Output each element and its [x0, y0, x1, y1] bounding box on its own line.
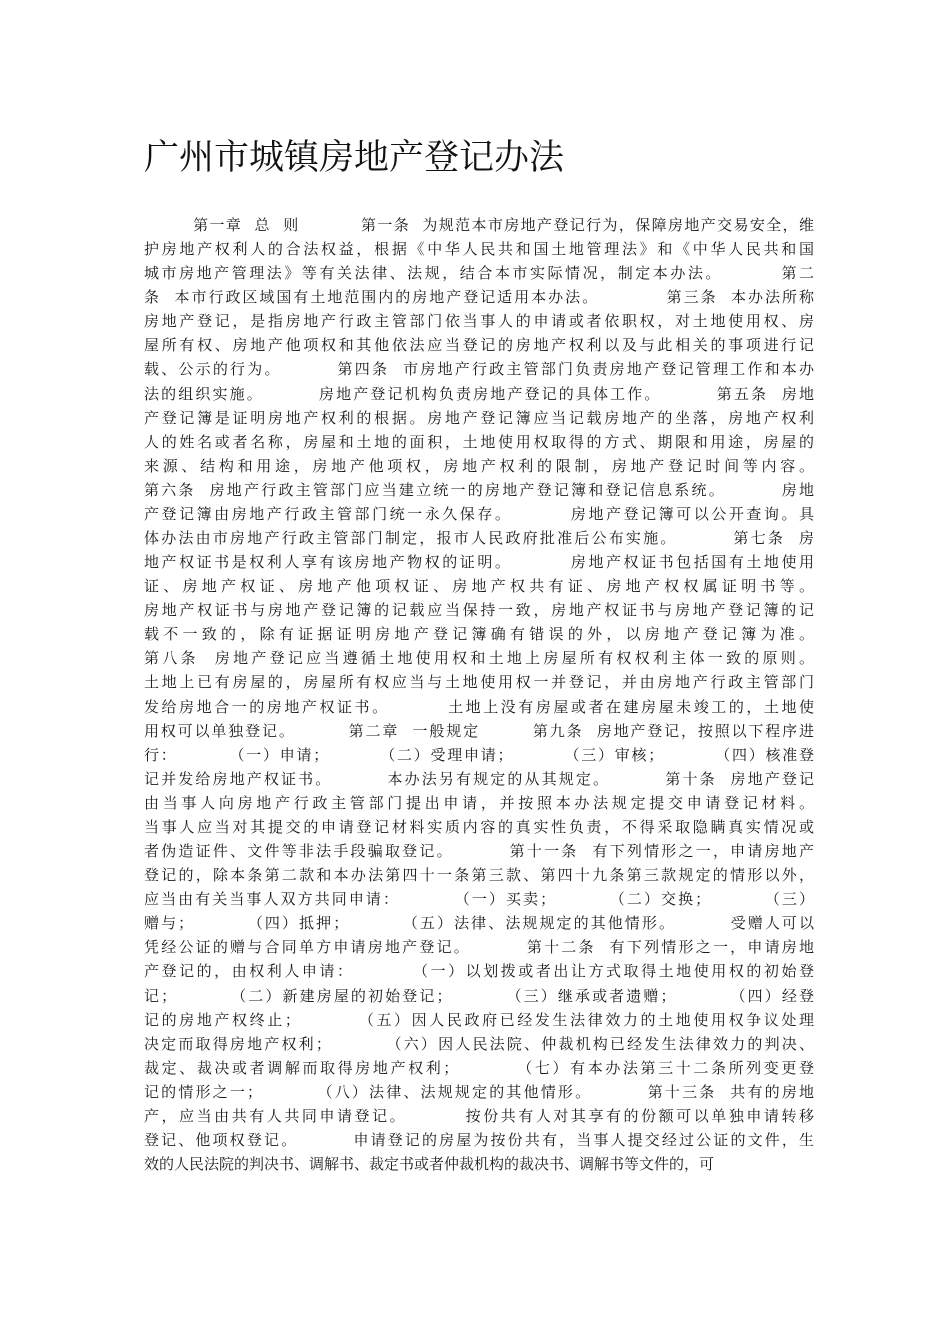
document-title: 广州市城镇房地产登记办法 — [144, 138, 565, 178]
body-line: 登记的，除本条第二款和本办法第四十一条第三款、第四十九条第三款规定的情形以外， — [144, 866, 814, 885]
body-line: 应当由有关当事人双方共同申请： （一）买卖； （二）交换； （三） — [144, 890, 814, 909]
body-line: 记的情形之一； （八）法律、法规规定的其他情形。 第十三条 共有的房地 — [144, 1082, 814, 1101]
body-line: 房地产权证书与房地产登记簿的记载应当保持一致，房地产权证书与房地产登记簿的记 — [144, 601, 814, 620]
body-line: 土地上已有房屋的，房屋所有权应当与土地使用权一并登记，并由房地产行政主管部门 — [144, 673, 814, 692]
body-line: 载、公示的行为。 第四条 市房地产行政主管部门负责房地产登记管理工作和本办 — [144, 360, 814, 379]
body-line: 记； （二）新建房屋的初始登记； （三）继承或者遗赠； （四）经登 — [144, 986, 814, 1005]
body-line: 用权可以单独登记。 第二章 一般规定 第九条 房地产登记，按照以下程序进 — [144, 721, 814, 740]
body-line: 第一章 总 则 第一条 为规范本市房地产登记行为，保障房地产交易安全，维 — [144, 216, 814, 234]
body-line: 来源、结构和用途，房地产他项权，房地产权利的限制，房地产登记时间等内容。 — [144, 456, 814, 475]
body-line: 地产权证书是权利人享有该房地产物权的证明。 房地产权证书包括国有土地使用 — [144, 553, 814, 572]
body-line: 决定而取得房地产权利； （六）因人民法院、仲裁机构已经发生法律效力的判决、 — [144, 1034, 814, 1053]
body-line: 第六条 房地产行政主管部门应当建立统一的房地产登记簿和登记信息系统。 房地 — [144, 480, 814, 499]
body-line: 由当事人向房地产行政主管部门提出申请，并按照本办法规定提交申请登记材料。 — [144, 793, 814, 812]
body-line: 城市房地产管理法》等有关法律、法规，结合本市实际情况，制定本办法。 第二 — [144, 264, 814, 283]
body-line: 护房地产权利人的合法权益，根据《中华人民共和国土地管理法》和《中华人民共和国 — [144, 240, 814, 259]
body-line: 行： （一）申请； （二）受理申请； （三）审核； （四）核准登 — [144, 745, 814, 764]
body-line: 当事人应当对其提交的申请登记材料实质内容的真实性负责，不得采取隐瞒真实情况或 — [144, 817, 814, 836]
body-line: 人的姓名或者名称，房屋和土地的面积，土地使用权取得的方式、期限和用途，房屋的 — [144, 432, 814, 451]
body-line: 体办法由市房地产行政主管部门制定，报市人民政府批准后公布实施。 第七条 房 — [144, 529, 814, 548]
body-line: 凭经公证的赠与合同单方申请房地产登记。 第十二条 有下列情形之一，申请房地 — [144, 938, 814, 957]
body-line: 载不一致的，除有证据证明房地产登记簿确有错误的外，以房地产登记簿为准。 — [144, 625, 814, 644]
body-line: 裁定、裁决或者调解而取得房地产权利； （七）有本办法第三十二条所列变更登 — [144, 1058, 814, 1077]
body-line: 产登记簿是证明房地产权利的根据。房地产登记簿应当记载房地产的坐落，房地产权利 — [144, 408, 814, 427]
body-line: 发给房地合一的房地产权证书。 土地上没有房屋或者在建房屋未竣工的，土地使 — [144, 697, 814, 716]
body-line: 产，应当由共有人共同申请登记。 按份共有人对其享有的份额可以单独申请转移 — [144, 1106, 814, 1125]
document-body — [144, 213, 814, 1176]
body-line: 证、房地产权证、房地产他项权证、房地产权共有证、房地产权权属证明书等。 — [144, 577, 814, 596]
body-line: 记并发给房地产权证书。 本办法另有规定的从其规定。 第十条 房地产登记 — [144, 769, 814, 788]
body-line: 产登记的，由权利人申请： （一）以划拨或者出让方式取得土地使用权的初始登 — [144, 962, 814, 981]
body-line: 产登记簿由房地产行政主管部门统一永久保存。 房地产登记簿可以公开查询。具 — [144, 504, 814, 523]
body-line: 赠与； （四）抵押； （五）法律、法规规定的其他情形。 受赠人可以 — [144, 914, 814, 933]
body-line: 者伪造证件、文件等非法手段骗取登记。 第十一条 有下列情形之一，申请房地产 — [144, 842, 814, 861]
body-line: 第八条 房地产登记应当遵循土地使用权和土地上房屋所有权权利主体一致的原则。 — [144, 649, 814, 668]
body-line: 记的房地产权终止； （五）因人民政府已经发生法律效力的土地使用权争议处理 — [144, 1010, 814, 1029]
body-line: 登记、他项权登记。 申请登记的房屋为按份共有，当事人提交经过公证的文件，生 — [144, 1130, 814, 1149]
body-line: 效的人民法院的判决书、调解书、裁定书或者仲裁机构的裁决书、调解书等文件的，可 — [144, 1155, 715, 1174]
body-line: 条 本市行政区域国有土地范围内的房地产登记适用本办法。 第三条 本办法所称 — [144, 288, 814, 307]
body-line: 屋所有权、房地产他项权和其他依法应当登记的房地产权利以及与此相关的事项进行记 — [144, 336, 814, 355]
body-line: 房地产登记，是指房地产行政主管部门依当事人的申请或者依职权，对土地使用权、房 — [144, 312, 814, 331]
body-line: 法的组织实施。 房地产登记机构负责房地产登记的具体工作。 第五条 房地 — [144, 384, 814, 403]
